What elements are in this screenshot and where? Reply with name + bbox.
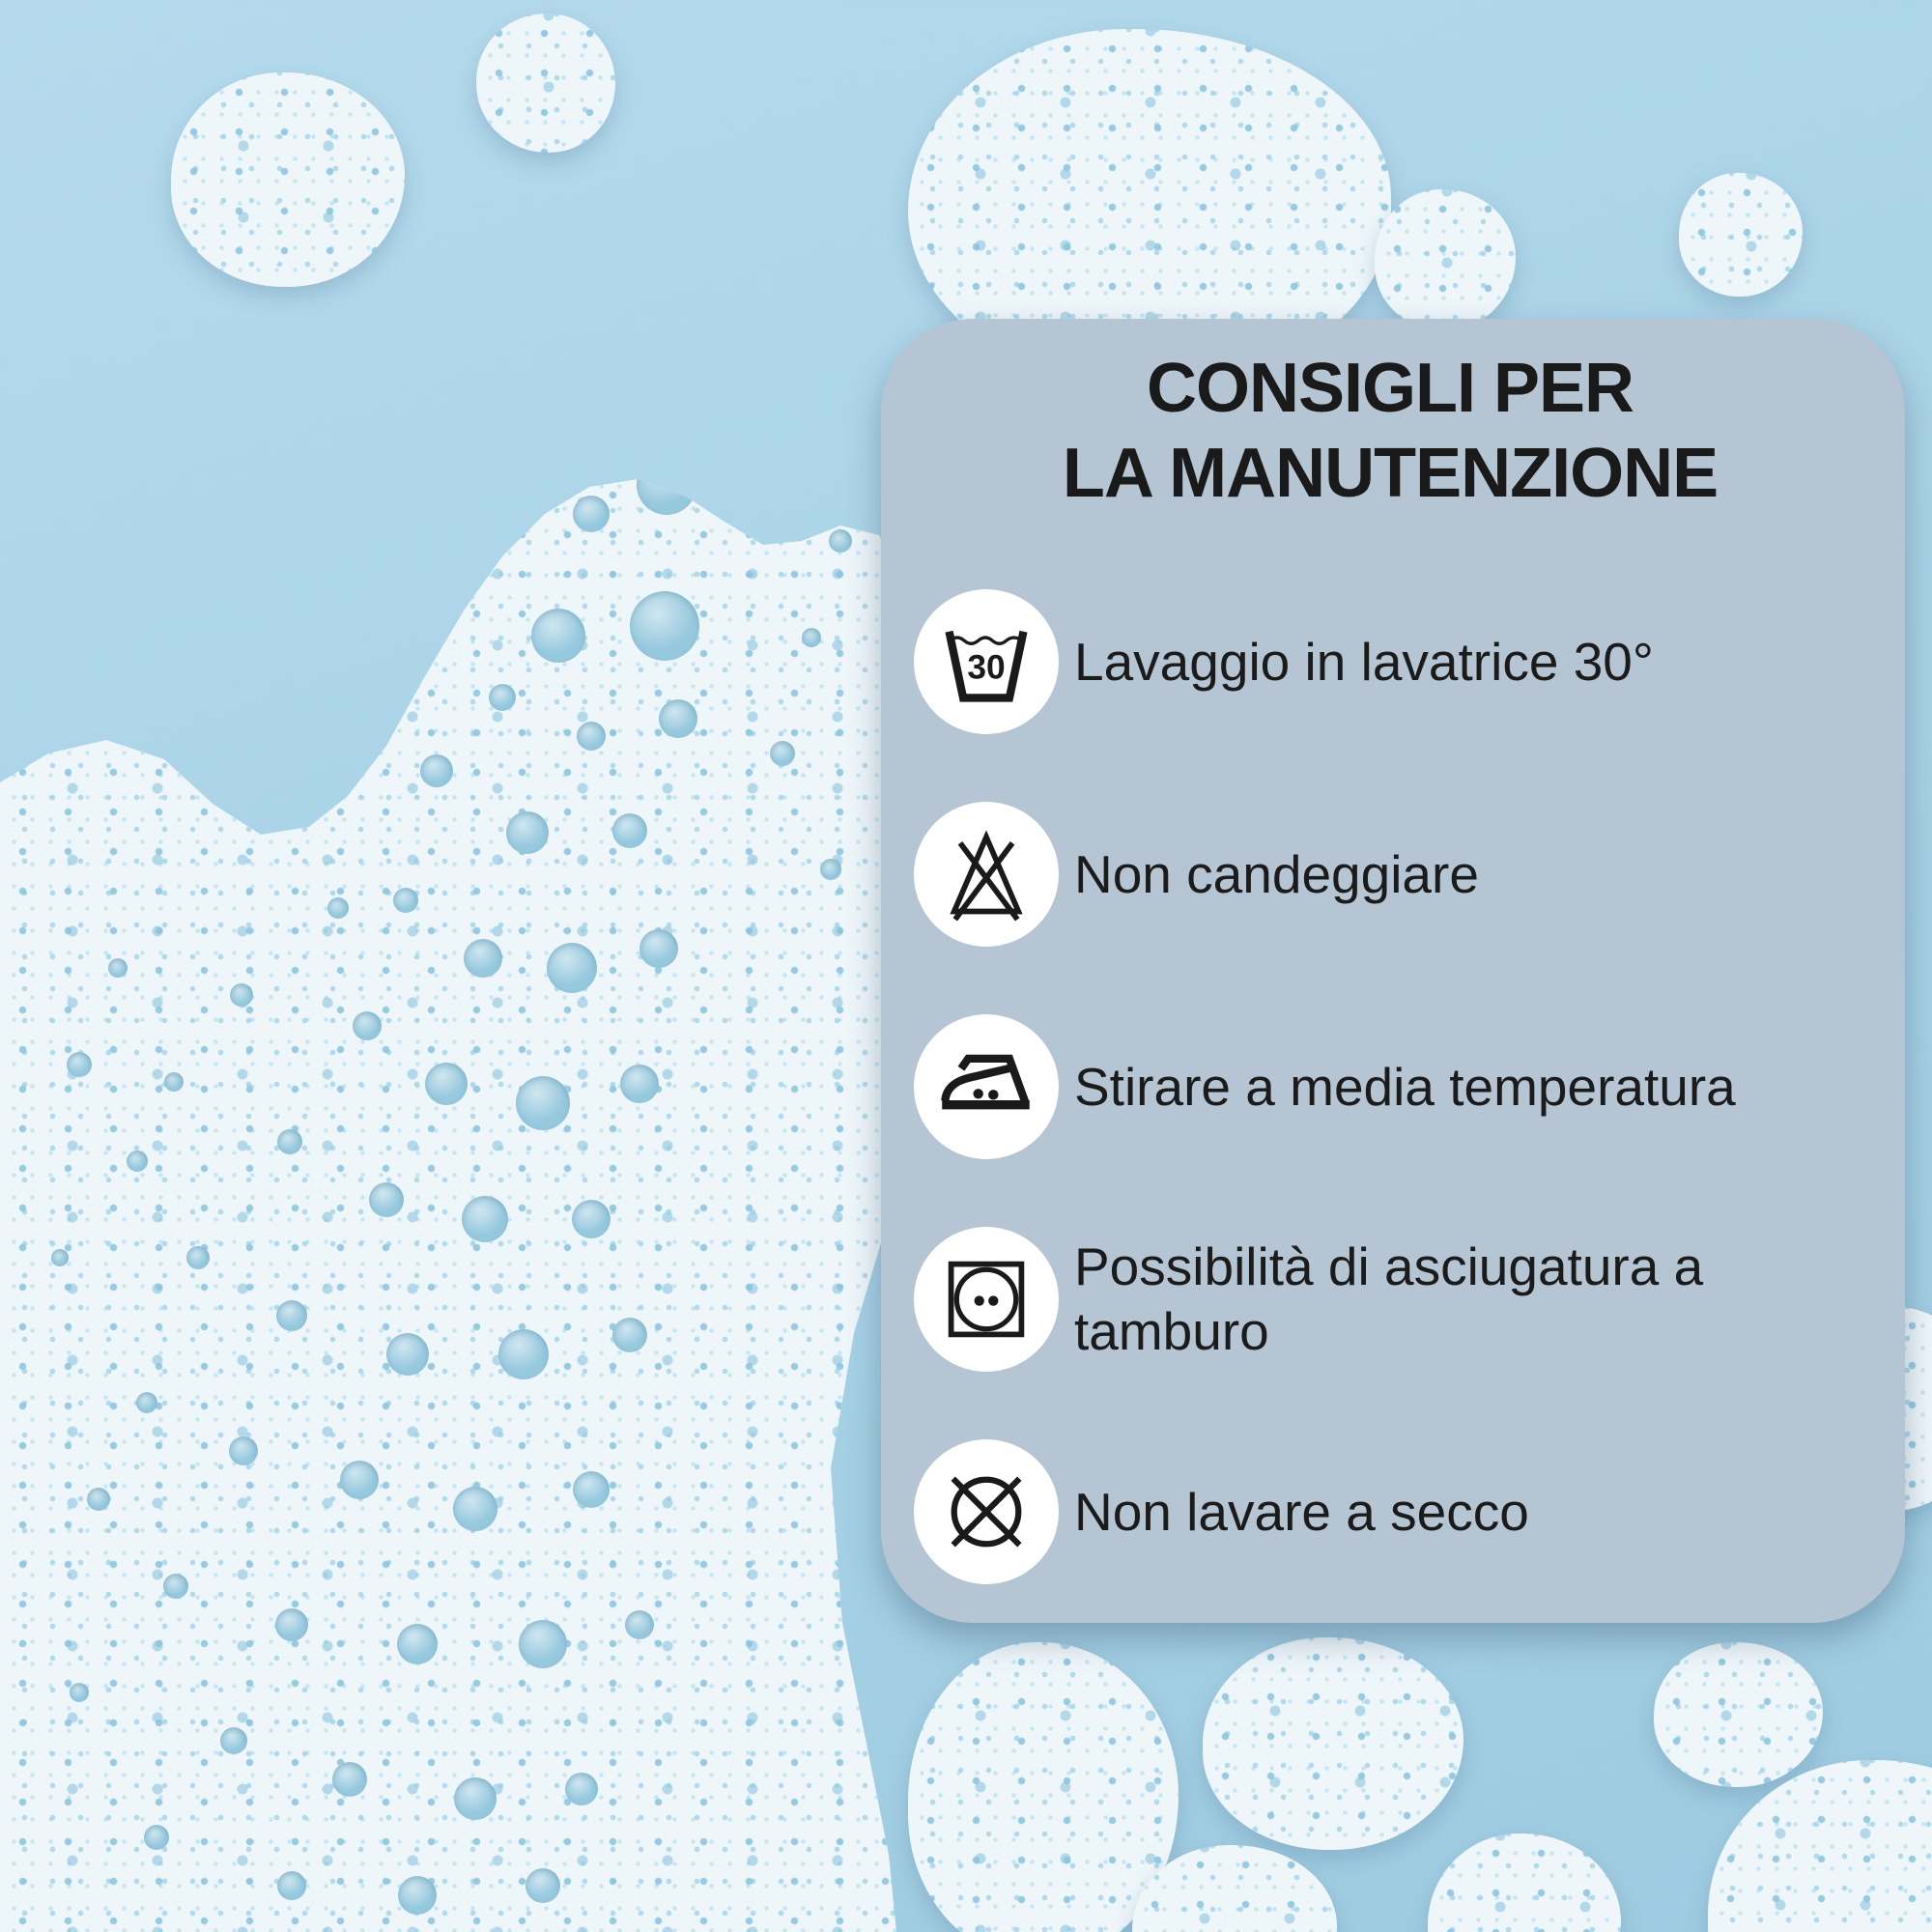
foam-bubble-hole — [369, 1182, 404, 1217]
foam-bubble-hole — [87, 1488, 110, 1511]
foam-bubble-hole — [620, 1065, 659, 1103]
foam-bubble-hole — [425, 1063, 468, 1105]
foam-bubble-hole — [802, 628, 821, 647]
foam-bubble-hole — [572, 1200, 611, 1238]
foam-bubble-hole — [462, 1196, 508, 1242]
svg-text:30: 30 — [967, 648, 1006, 687]
wash-30-icon — [914, 589, 1059, 734]
foam-bubble-hole — [186, 1246, 210, 1269]
foam-bubble-hole — [229, 1436, 258, 1465]
foam-bubble-hole — [630, 591, 699, 661]
care-item-no-bleach — [914, 802, 1866, 947]
foam-bubble-hole — [277, 1129, 302, 1154]
iron-medium-icon — [914, 1014, 1059, 1159]
foam-bubble-hole — [547, 943, 597, 993]
foam-bubble-hole — [498, 1329, 549, 1379]
panel-title-line1: CONSIGLI PER — [1146, 350, 1634, 427]
foam-bubble-hole — [573, 1471, 610, 1508]
foam-bubble-hole — [70, 1683, 89, 1702]
foam-blob — [1679, 173, 1803, 297]
foam-bubble-hole — [127, 1151, 148, 1172]
foam-bubble-hole — [519, 1620, 567, 1668]
foam-blob — [1203, 1637, 1463, 1850]
foam-bubble-hole — [625, 1610, 654, 1639]
foam-bubble-hole — [340, 1461, 379, 1499]
foam-bubble-hole — [136, 1392, 157, 1413]
foam-blob — [1428, 1833, 1621, 1932]
care-panel — [881, 319, 1905, 1623]
no-dry-clean-icon — [914, 1439, 1059, 1584]
foam-bubble-hole — [770, 741, 795, 766]
care-item-label: Lavaggio in lavatrice 30° — [1074, 631, 1654, 692]
foam-bubble-hole — [506, 811, 549, 854]
foam-bubble-hole — [639, 929, 678, 968]
care-item-label: Stirare a media temperatura — [1074, 1056, 1736, 1117]
foam-bubble-hole — [820, 859, 841, 880]
foam-bubble-hole — [453, 1487, 497, 1531]
care-item-label: Non lavare a secco — [1074, 1481, 1529, 1542]
tumble-dry-icon — [914, 1227, 1059, 1372]
foam-bubble-hole — [526, 1868, 560, 1903]
foam-bubble-hole — [398, 1876, 437, 1915]
care-item-wash — [914, 589, 1866, 734]
foam-bubble-hole — [51, 1249, 69, 1266]
foam-bubble-hole — [327, 897, 349, 919]
foam-bubble-hole — [565, 1773, 598, 1805]
foam-bubble-hole — [420, 754, 453, 787]
care-item-label: Possibilità di asciugatura a tamburo — [1074, 1236, 1704, 1361]
panel-title-line2: LA MANUTENZIONE — [1062, 435, 1719, 512]
panel-title — [914, 346, 1866, 516]
foam-bubble-hole — [220, 1727, 247, 1754]
foam-bubble-hole — [276, 1300, 307, 1331]
foam-bubble-hole — [577, 722, 606, 751]
foam-blob — [476, 14, 615, 153]
foam-bubble-hole — [353, 1011, 382, 1040]
foam-blob — [908, 1642, 1179, 1932]
foam-bubble-hole — [489, 684, 516, 711]
foam-bubble-hole — [637, 455, 696, 515]
foam-bubble-hole — [464, 939, 502, 978]
foam-bubble-hole — [275, 1608, 308, 1641]
foam-blob — [1375, 189, 1516, 330]
foam-bubble-hole — [829, 529, 852, 553]
foam-bubble-hole — [516, 1076, 570, 1130]
foam-bubble-hole — [573, 496, 610, 532]
foam-bubble-hole — [230, 983, 253, 1007]
foam-bubble-hole — [386, 1333, 429, 1376]
foam-bubble-hole — [460, 454, 510, 504]
foam-bubble-hole — [659, 699, 697, 738]
foam-bubble-hole — [144, 1825, 169, 1850]
foam-bubble-hole — [612, 813, 647, 848]
care-item-label: Non candeggiare — [1074, 843, 1479, 904]
foam-bubble-hole — [163, 1574, 188, 1599]
foam-bubble-hole — [612, 1318, 647, 1352]
care-item-iron — [914, 1014, 1866, 1159]
foam-bubble-hole — [67, 1052, 92, 1077]
foam-bubble-hole — [393, 888, 418, 913]
foam-bubble-hole — [332, 1762, 367, 1797]
care-item-no-dry-clean — [914, 1439, 1866, 1584]
foam-bubble-hole — [454, 1777, 497, 1820]
foam-bubble-hole — [108, 958, 128, 978]
care-item-tumble-dry — [914, 1227, 1866, 1372]
foam-bubble-hole — [277, 1871, 306, 1900]
foam-bubble-hole — [531, 609, 585, 663]
foam-blob — [1654, 1642, 1823, 1787]
foam-blob — [171, 72, 405, 287]
no-bleach-icon — [914, 802, 1059, 947]
foam-bubble-hole — [397, 1624, 438, 1664]
foam-bubble-hole — [164, 1072, 184, 1092]
